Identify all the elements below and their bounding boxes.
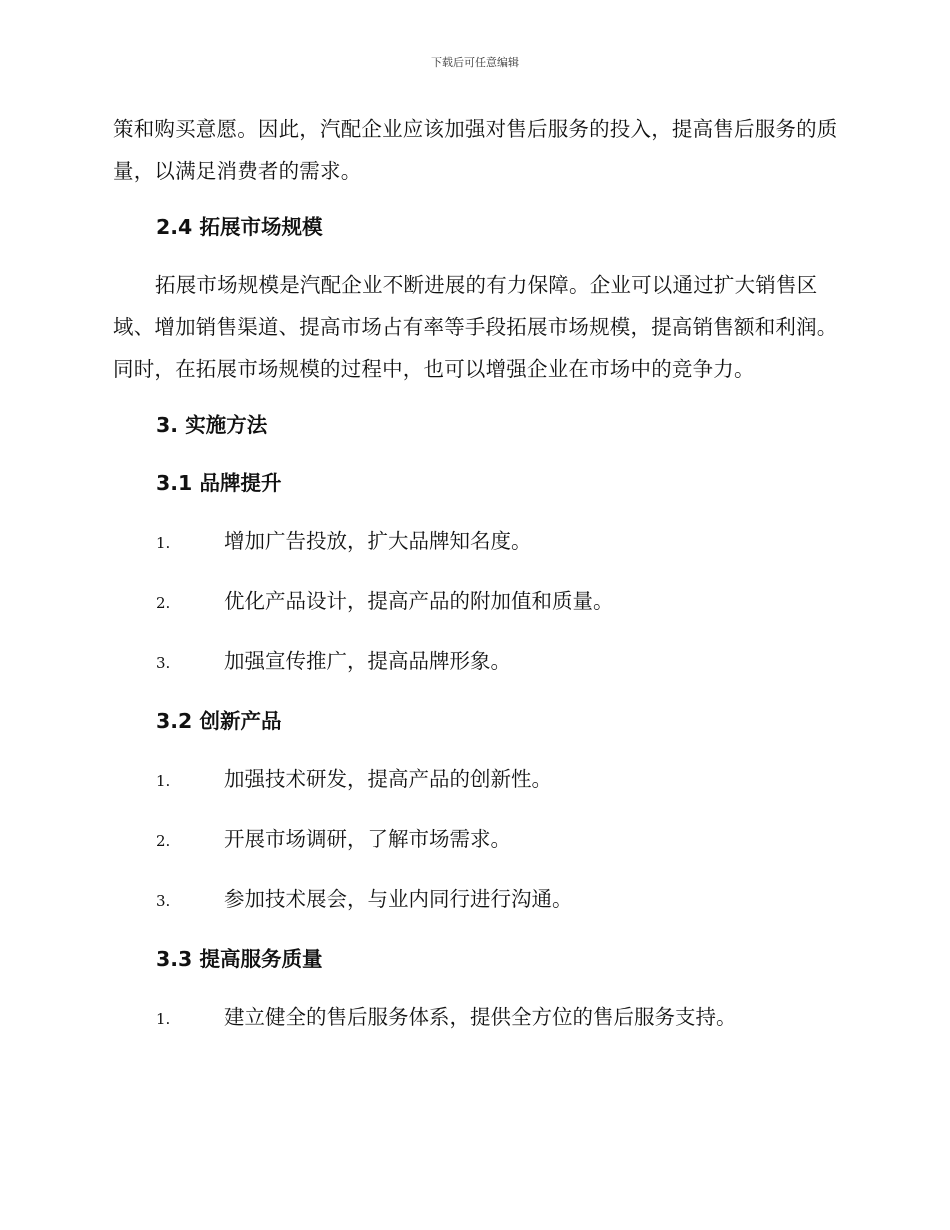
heading-2-4: 2.4 拓展市场规模: [156, 215, 323, 239]
list-item: [156, 520, 838, 564]
list-text: 增加广告投放，扩大品牌知名度。: [224, 529, 532, 553]
list-text: 加强技术研发，提高产品的创新性。: [224, 767, 552, 791]
list-number: 3.: [156, 654, 171, 672]
list-number: 1.: [156, 1010, 171, 1028]
document-body: [113, 108, 838, 1056]
list-text: 参加技术展会，与业内同行进行沟通。: [224, 887, 573, 911]
list-item: [156, 996, 838, 1040]
heading-3: 3. 实施方法: [156, 413, 268, 437]
list-number: 3.: [156, 892, 171, 910]
heading-3-2: 3.2 创新产品: [156, 709, 282, 733]
list-item: [156, 640, 838, 684]
list-item: [156, 878, 838, 922]
list-number: 2.: [156, 832, 171, 850]
paragraph-market-scale: 拓展市场规模是汽配企业不断进展的有力保障。企业可以通过扩大销售区域、增加销售渠道、提高市场占有率等手段拓展市场规模，提高销售额和利润。同时，在拓展市场规模的过程中，也可以增强企业在市场中的竞争力。: [113, 273, 838, 381]
list-text: 加强宣传推广，提高品牌形象。: [224, 649, 511, 673]
page-header: 下载后可任意编辑: [431, 56, 519, 69]
heading-3-3: 3.3 提高服务质量: [156, 947, 323, 971]
list-text: 开展市场调研，了解市场需求。: [224, 827, 511, 851]
list-item: [156, 818, 838, 862]
paragraph-continuation: 策和购买意愿。因此，汽配企业应该加强对售后服务的投入，提高售后服务的质量，以满足消费者的需求。: [113, 117, 838, 183]
list-number: 1.: [156, 534, 171, 552]
list-item: [156, 580, 838, 624]
list-text: 优化产品设计，提高产品的附加值和质量。: [224, 589, 614, 613]
list-number: 1.: [156, 772, 171, 790]
list-number: 2.: [156, 594, 171, 612]
list-text: 建立健全的售后服务体系，提供全方位的售后服务支持。: [224, 1005, 737, 1029]
list-item: [156, 758, 838, 802]
heading-3-1: 3.1 品牌提升: [156, 471, 282, 495]
